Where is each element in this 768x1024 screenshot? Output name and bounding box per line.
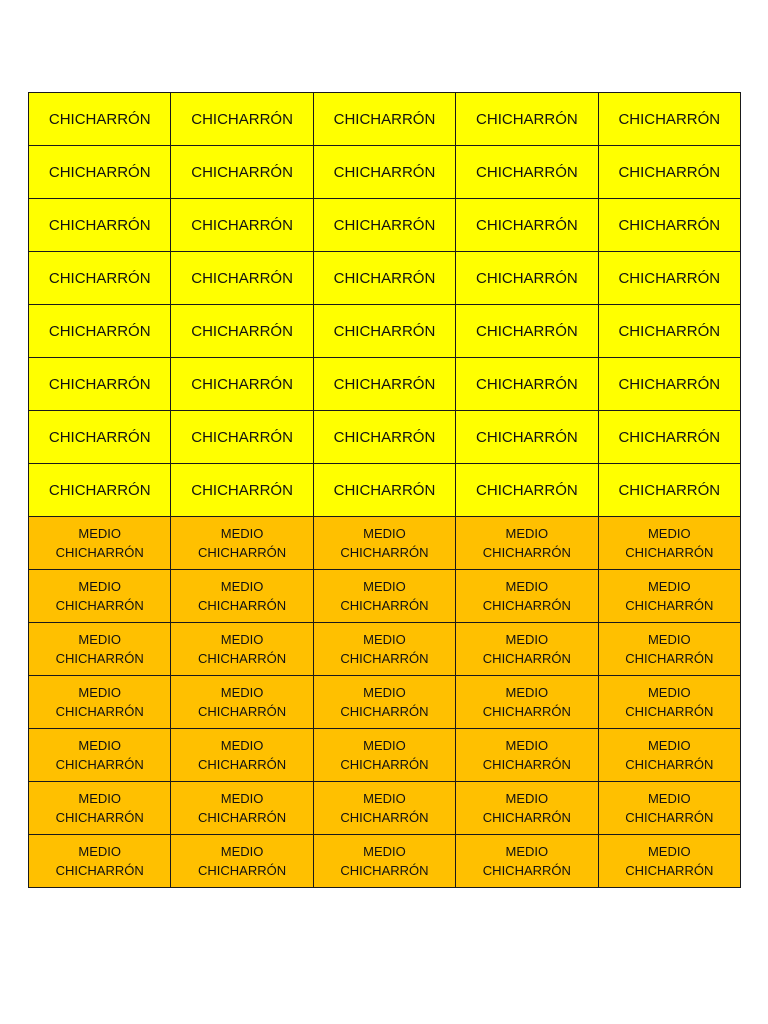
half-label-line2: CHICHARRÓN <box>625 810 714 825</box>
half-label-line2: CHICHARRÓN <box>340 598 429 613</box>
half-label-cell <box>29 835 171 888</box>
half-label-cell <box>456 729 598 782</box>
half-label-cell <box>171 623 313 676</box>
half-label-line1: MEDIO <box>78 632 121 647</box>
half-label-cell <box>598 570 740 623</box>
full-label-cell: CHICHARRÓN <box>313 146 455 199</box>
half-label-line2: CHICHARRÓN <box>55 757 144 772</box>
half-label-line1: MEDIO <box>647 685 691 700</box>
label-grid <box>28 92 741 888</box>
full-label-cell: CHICHARRÓN <box>598 252 740 305</box>
half-label-cell <box>313 835 455 888</box>
half-label-line2: CHICHARRÓN <box>198 757 287 772</box>
half-label-line1: MEDIO <box>505 738 549 753</box>
half-label-line2: CHICHARRÓN <box>340 810 429 825</box>
half-label-cell <box>456 782 598 835</box>
full-label-cell: CHICHARRÓN <box>171 252 313 305</box>
half-label-line1: MEDIO <box>505 685 549 700</box>
half-label-line2: CHICHARRÓN <box>482 704 571 719</box>
full-label-cell: CHICHARRÓN <box>171 464 313 517</box>
full-label-cell: CHICHARRÓN <box>598 464 740 517</box>
half-label-line2: CHICHARRÓN <box>55 545 144 560</box>
full-label-row <box>29 464 741 517</box>
full-label-cell: CHICHARRÓN <box>29 93 171 146</box>
half-label-cell <box>313 623 455 676</box>
full-label-cell: CHICHARRÓN <box>456 358 598 411</box>
half-label-line2: CHICHARRÓN <box>55 598 144 613</box>
half-label-cell <box>313 782 455 835</box>
half-label-line2: CHICHARRÓN <box>625 863 714 878</box>
full-label-cell: CHICHARRÓN <box>171 93 313 146</box>
half-label-cell <box>313 729 455 782</box>
half-label-cell <box>29 570 171 623</box>
half-label-cell <box>29 517 171 570</box>
half-label-line2: CHICHARRÓN <box>198 651 287 666</box>
full-label-cell: CHICHARRÓN <box>29 146 171 199</box>
half-label-cell <box>171 517 313 570</box>
full-label-cell: CHICHARRÓN <box>171 358 313 411</box>
full-label-cell: CHICHARRÓN <box>313 411 455 464</box>
full-label-cell: CHICHARRÓN <box>456 305 598 358</box>
full-label-row <box>29 93 741 146</box>
half-label-cell <box>171 570 313 623</box>
half-label-line2: CHICHARRÓN <box>55 704 144 719</box>
half-label-line1: MEDIO <box>363 579 406 594</box>
half-label-row <box>29 729 741 782</box>
full-label-row <box>29 358 741 411</box>
half-label-cell <box>29 676 171 729</box>
half-label-line2: CHICHARRÓN <box>340 757 429 772</box>
half-label-cell <box>598 835 740 888</box>
half-label-line1: MEDIO <box>363 685 406 700</box>
half-label-row <box>29 676 741 729</box>
full-label-cell: CHICHARRÓN <box>313 305 455 358</box>
half-label-line1: MEDIO <box>647 791 691 806</box>
half-label-line1: MEDIO <box>647 632 691 647</box>
half-label-cell <box>598 782 740 835</box>
half-label-line1: MEDIO <box>647 579 691 594</box>
full-label-row <box>29 199 741 252</box>
half-label-cell <box>29 623 171 676</box>
full-label-cell: CHICHARRÓN <box>598 146 740 199</box>
half-label-line1: MEDIO <box>220 632 264 647</box>
half-label-line1: MEDIO <box>78 526 121 541</box>
full-label-cell: CHICHARRÓN <box>598 358 740 411</box>
half-label-line1: MEDIO <box>505 791 549 806</box>
half-label-line2: CHICHARRÓN <box>198 863 287 878</box>
full-label-cell: CHICHARRÓN <box>456 93 598 146</box>
full-label-cell: CHICHARRÓN <box>598 305 740 358</box>
half-label-cell <box>313 676 455 729</box>
half-label-line2: CHICHARRÓN <box>625 545 714 560</box>
half-label-line1: MEDIO <box>220 685 264 700</box>
full-label-cell: CHICHARRÓN <box>456 252 598 305</box>
half-label-line2: CHICHARRÓN <box>198 704 287 719</box>
half-label-cell <box>456 517 598 570</box>
half-label-line1: MEDIO <box>505 526 549 541</box>
half-label-line1: MEDIO <box>363 844 406 859</box>
half-label-line1: MEDIO <box>220 526 264 541</box>
half-label-line2: CHICHARRÓN <box>340 704 429 719</box>
half-label-cell <box>456 835 598 888</box>
full-label-cell: CHICHARRÓN <box>598 93 740 146</box>
half-label-line2: CHICHARRÓN <box>482 598 571 613</box>
full-label-cell: CHICHARRÓN <box>456 464 598 517</box>
full-label-cell: CHICHARRÓN <box>29 464 171 517</box>
half-label-cell <box>598 676 740 729</box>
full-label-cell: CHICHARRÓN <box>313 252 455 305</box>
full-label-cell: CHICHARRÓN <box>313 93 455 146</box>
half-label-line1: MEDIO <box>505 632 549 647</box>
half-label-line1: MEDIO <box>220 791 264 806</box>
half-label-line2: CHICHARRÓN <box>55 810 144 825</box>
half-label-row <box>29 782 741 835</box>
half-label-cell <box>29 729 171 782</box>
half-label-line2: CHICHARRÓN <box>482 863 571 878</box>
half-label-line1: MEDIO <box>647 738 691 753</box>
half-label-line1: MEDIO <box>363 632 406 647</box>
full-label-row <box>29 411 741 464</box>
half-label-row <box>29 623 741 676</box>
half-label-line1: MEDIO <box>647 526 691 541</box>
half-label-cell <box>456 676 598 729</box>
half-label-line2: CHICHARRÓN <box>340 863 429 878</box>
half-label-line1: MEDIO <box>647 844 691 859</box>
half-label-row <box>29 517 741 570</box>
full-label-cell: CHICHARRÓN <box>313 464 455 517</box>
full-label-cell: CHICHARRÓN <box>171 305 313 358</box>
half-label-row <box>29 835 741 888</box>
half-label-line2: CHICHARRÓN <box>340 545 429 560</box>
half-label-row <box>29 570 741 623</box>
half-label-cell <box>598 623 740 676</box>
half-label-cell <box>598 729 740 782</box>
half-label-cell <box>313 517 455 570</box>
half-label-line2: CHICHARRÓN <box>482 757 571 772</box>
full-label-cell: CHICHARRÓN <box>171 411 313 464</box>
half-label-line2: CHICHARRÓN <box>198 545 287 560</box>
half-label-line2: CHICHARRÓN <box>625 704 714 719</box>
full-label-cell: CHICHARRÓN <box>29 305 171 358</box>
full-label-cell: CHICHARRÓN <box>456 146 598 199</box>
half-label-line2: CHICHARRÓN <box>625 757 714 772</box>
full-label-row <box>29 305 741 358</box>
full-label-cell: CHICHARRÓN <box>598 411 740 464</box>
full-label-row <box>29 252 741 305</box>
half-label-cell <box>171 729 313 782</box>
half-label-line1: MEDIO <box>363 791 406 806</box>
half-label-line1: MEDIO <box>78 791 121 806</box>
half-label-line2: CHICHARRÓN <box>340 651 429 666</box>
half-label-cell <box>171 676 313 729</box>
half-label-cell <box>171 835 313 888</box>
half-label-cell <box>171 782 313 835</box>
half-label-cell <box>456 570 598 623</box>
full-label-cell: CHICHARRÓN <box>171 199 313 252</box>
full-label-cell: CHICHARRÓN <box>313 199 455 252</box>
half-label-line1: MEDIO <box>505 579 549 594</box>
half-label-line1: MEDIO <box>220 738 264 753</box>
half-label-line2: CHICHARRÓN <box>625 598 714 613</box>
half-label-line1: MEDIO <box>505 844 549 859</box>
half-label-line2: CHICHARRÓN <box>625 651 714 666</box>
half-label-line1: MEDIO <box>363 526 406 541</box>
half-label-cell <box>29 782 171 835</box>
half-label-cell <box>456 623 598 676</box>
full-label-cell: CHICHARRÓN <box>171 146 313 199</box>
half-label-line1: MEDIO <box>220 844 264 859</box>
full-label-cell: CHICHARRÓN <box>29 358 171 411</box>
full-label-row <box>29 146 741 199</box>
half-label-line1: MEDIO <box>78 579 121 594</box>
full-label-cell: CHICHARRÓN <box>456 199 598 252</box>
full-label-cell: CHICHARRÓN <box>313 358 455 411</box>
half-label-line2: CHICHARRÓN <box>482 545 571 560</box>
half-label-line1: MEDIO <box>78 738 121 753</box>
half-label-line1: MEDIO <box>78 685 121 700</box>
half-label-line2: CHICHARRÓN <box>482 810 571 825</box>
half-label-line2: CHICHARRÓN <box>198 810 287 825</box>
half-label-line2: CHICHARRÓN <box>198 598 287 613</box>
half-label-line2: CHICHARRÓN <box>482 651 571 666</box>
half-label-cell <box>598 517 740 570</box>
half-label-line1: MEDIO <box>220 579 264 594</box>
half-label-line2: CHICHARRÓN <box>55 651 144 666</box>
full-label-cell: CHICHARRÓN <box>29 252 171 305</box>
full-label-cell: CHICHARRÓN <box>456 411 598 464</box>
half-label-cell <box>313 570 455 623</box>
full-label-cell: CHICHARRÓN <box>598 199 740 252</box>
half-label-line1: MEDIO <box>363 738 406 753</box>
half-label-line2: CHICHARRÓN <box>55 863 144 878</box>
full-label-cell: CHICHARRÓN <box>29 411 171 464</box>
half-label-line1: MEDIO <box>78 844 121 859</box>
full-label-cell: CHICHARRÓN <box>29 199 171 252</box>
